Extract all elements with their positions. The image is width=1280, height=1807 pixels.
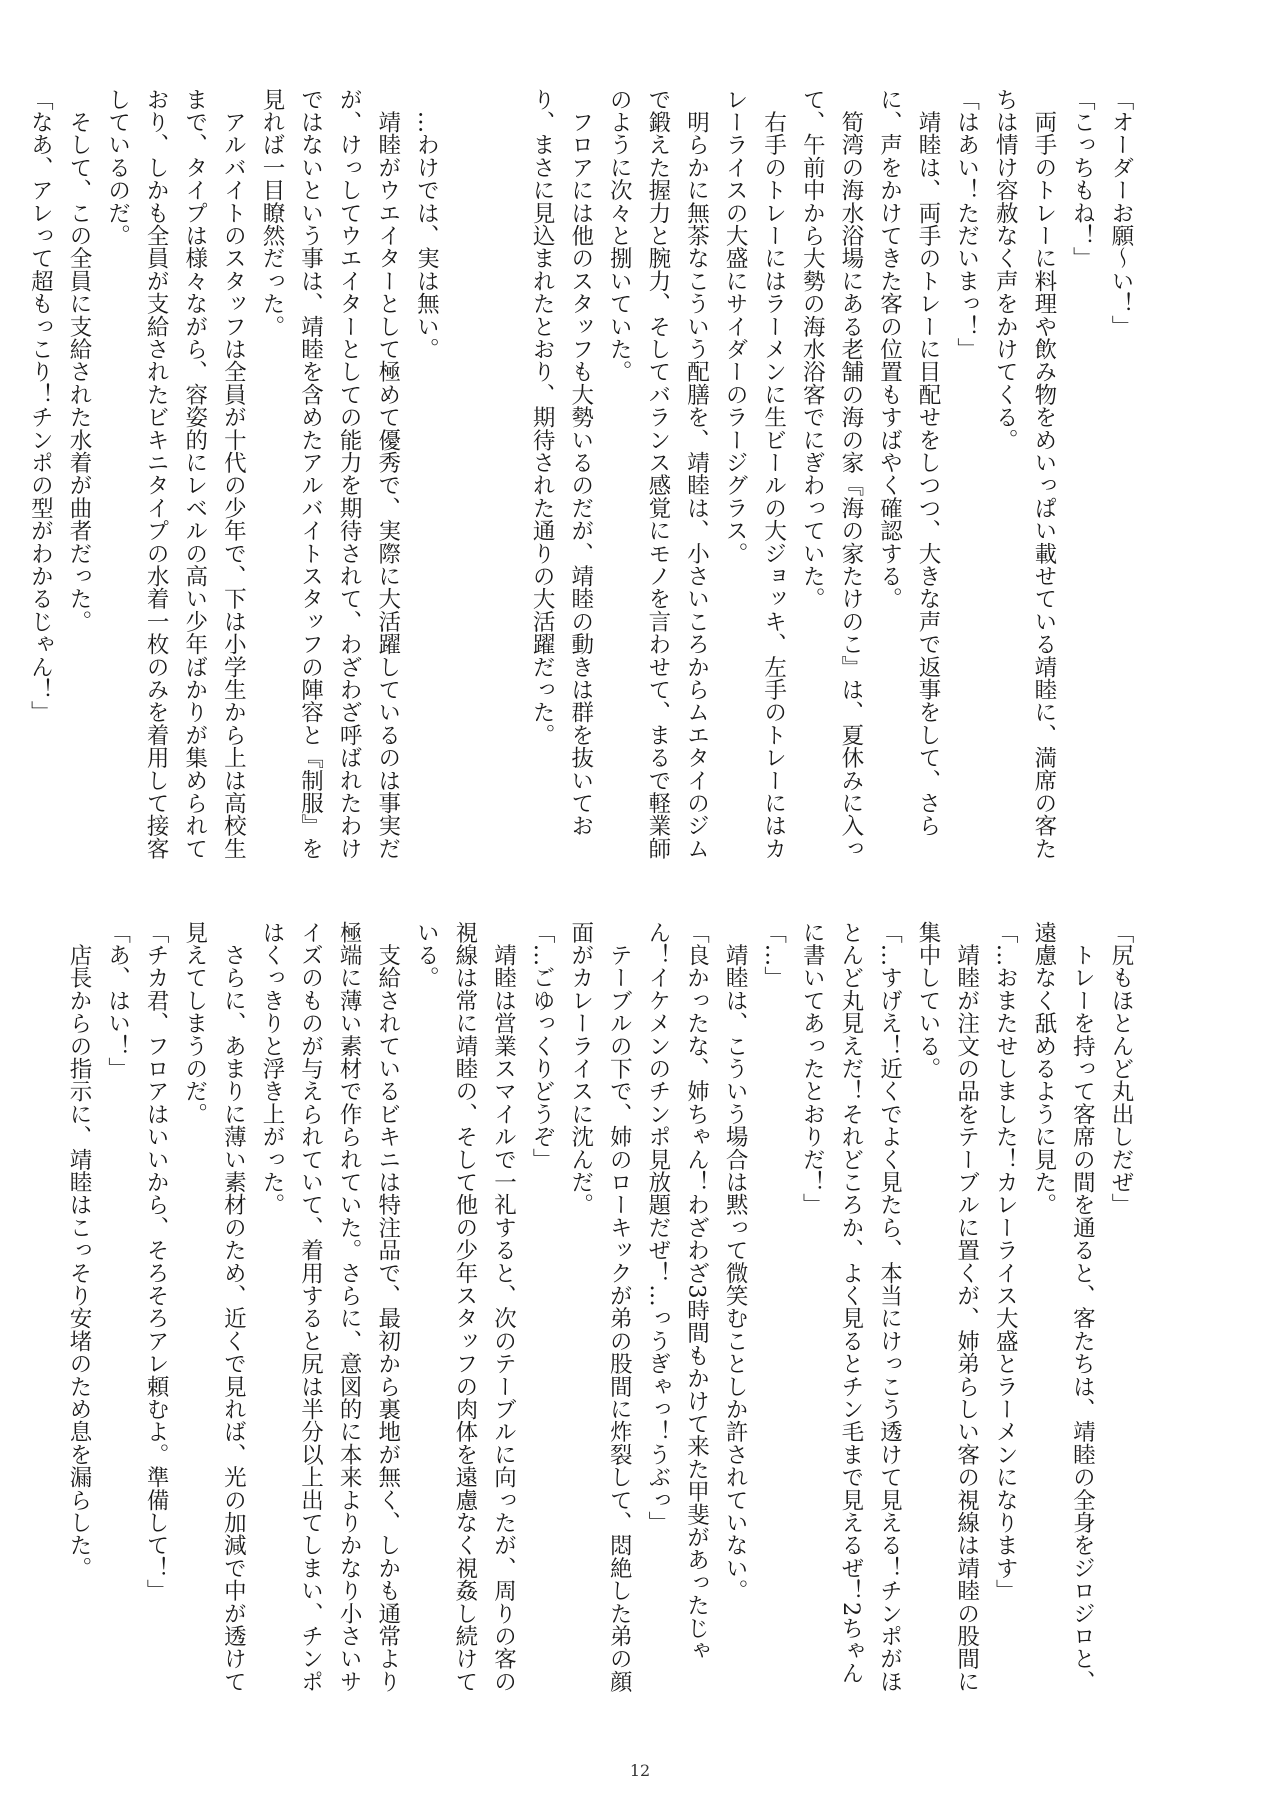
text-line: テーブルの下で、姉のローキックが弟の股間に炸裂して、悶絶した弟の顔 (606, 921, 633, 1693)
text-line: 「はあい！ただいまっ！」 (953, 88, 980, 361)
text-line: いる。 (413, 921, 440, 990)
text-line: さらに、あまりに薄い素材のため、近くで見れば、光の加減で中が透けて (220, 921, 247, 1693)
text-line: 支給されているビキニは特注品で、最初から裏地が無く、しかも通常より (374, 921, 401, 1693)
text-line: り、まさに見込まれたとおり、期待された通りの大活躍だった。 (529, 88, 556, 747)
text-line: 筍湾の海水浴場にある老舗の海の家『海の家たけのこ』は、夏休みに入っ (837, 88, 864, 860)
text-line: 両手のトレーに料理や飲み物をめいっぱい載せている靖睦に、満席の客た (1030, 88, 1057, 860)
text-line: 見えてしまうのだ。 (181, 921, 208, 1126)
text-line: 靖睦がウエイターとして極めて優秀で、実際に大活躍しているのは事実だ (374, 88, 401, 860)
text-line: そして、この全員に支給された水着が曲者だった。 (65, 88, 92, 633)
text-line: 「…」 (760, 921, 787, 990)
text-line: に、声をかけてきた客の位置もすばやく確認する。 (876, 88, 903, 611)
text-line: で鍛えた握力と腕力、そしてバランス感覚にモノを言わせて、まるで軽業師 (644, 88, 671, 860)
text-line: ちは情け容赦なく声をかけてくる。 (992, 88, 1019, 452)
upper-text-block (27, 88, 1140, 860)
text-line: 「…すげえ！近くでよく見たら、本当にけっこう透けて見える！チンポがほ (876, 921, 903, 1693)
text-line: 「…ごゆっくりどうぞ」 (529, 921, 556, 1171)
text-line: 靖睦が注文の品をテーブルに置くが、姉弟らしい客の視線は靖睦の股間に (953, 921, 980, 1693)
text-line: 遠慮なく舐めるように見た。 (1030, 921, 1057, 1217)
text-line: 見れば一目瞭然だった。 (258, 88, 285, 338)
text-line: レーライスの大盛にサイダーのラージグラス。 (722, 88, 749, 565)
text-line: のように次々と捌いていた。 (606, 88, 633, 384)
text-line: 右手のトレーにはラーメンに生ビールの大ジョッキ、左手のトレーにはカ (760, 88, 787, 860)
text-line: 靖睦は、両手のトレーに目配せをしつつ、大きな声で返事をして、さら (915, 88, 942, 838)
text-line: まで、タイプは様々ながら、容姿的にレベルの高い少年ばかりが集められて (181, 88, 208, 860)
text-line: フロアには他のスタッフも大勢いるのだが、靖睦の動きは群を抜いてお (567, 88, 594, 838)
text-line: 靖睦は、こういう場合は黙って微笑むことしか許されていない。 (722, 921, 749, 1602)
page-number: 12 (629, 1761, 651, 1780)
text-line: しているのだ。 (104, 88, 131, 247)
text-line (445, 88, 484, 806)
text-line: アルバイトのスタッフは全員が十代の少年で、下は小学生から上は高校生 (220, 88, 247, 860)
text-line: 靖睦は営業スマイルで一礼すると、次のテーブルに向ったが、周りの客の (490, 921, 517, 1693)
text-line: 「なあ、アレって超もっこり！チンポの型がわかるじゃん！」 (27, 88, 54, 724)
text-line: 明らかに無茶なこういう配膳を、靖睦は、小さいころからムエタイのジム (683, 88, 710, 860)
text-line: が、けっしてウエイターとしての能力を期待されて、わざわざ呼ばれたわけ (336, 88, 363, 860)
text-line: 極端に薄い素材で作られていた。さらに、意図的に本来よりかなり小さいサ (336, 921, 363, 1693)
text-line: ではないという事は、靖睦を含めたアルバイトスタッフの陣容と『制服』を (297, 88, 324, 860)
text-line: 集中している。 (915, 921, 942, 1080)
text-line: に書いてあったとおりだ！」 (799, 921, 826, 1217)
text-line: とんど丸見えだ！それどころか、よく見るとチン毛まで見えるぜ！2ちゃん (837, 921, 864, 1685)
text-line: …わけでは、実は無い。 (413, 88, 440, 361)
text-line: はくっきりと浮き上がった。 (258, 921, 285, 1217)
text-line: 店長からの指示に、靖睦はこっそり安堵のため息を漏らした。 (65, 921, 92, 1580)
text-line: おり、しかも全員が支給されたビキニタイプの水着一枚のみを着用して接客 (143, 88, 170, 860)
text-line: 「オーダーお願～い！」 (1108, 88, 1134, 338)
text-line: 「チカ君、フロアはいいから、そろそろアレ頼むよ。準備して！」 (143, 921, 170, 1602)
text-line: 「…おまたせしました！カレーライス大盛とラーメンになります」 (992, 921, 1019, 1602)
text-line (484, 88, 523, 806)
text-line: 「尻もほとんど丸出しだぜ」 (1108, 921, 1134, 1217)
text-line: 「良かったな、姉ちゃん！わざわざ3時間もかけて来た甲斐があったじゃ (683, 921, 710, 1662)
text-line: て、午前中から大勢の海水浴客でにぎわっていた。 (799, 88, 826, 611)
text-line: 視線は常に靖睦の、そして他の少年スタッフの肉体を遠慮なく視姦し続けて (451, 921, 478, 1693)
text-line: トレーを持って客席の間を通ると、客たちは、靖睦の全身をジロジロと、 (1069, 921, 1096, 1693)
text-line: ん！イケメンのチンポ見放題だぜ！…っうぎゃっ！うぶっ」 (644, 921, 671, 1534)
text-line: イズのものが与えられていて、着用すると尻は半分以上出てしまい、チンポ (297, 921, 324, 1693)
text-line: 「あ、はい！」 (104, 921, 131, 1080)
text-line: 面がカレーライスに沈んだ。 (567, 921, 594, 1217)
text-line: 「こっちもね！」 (1069, 88, 1096, 270)
lower-text-block (65, 921, 1140, 1693)
